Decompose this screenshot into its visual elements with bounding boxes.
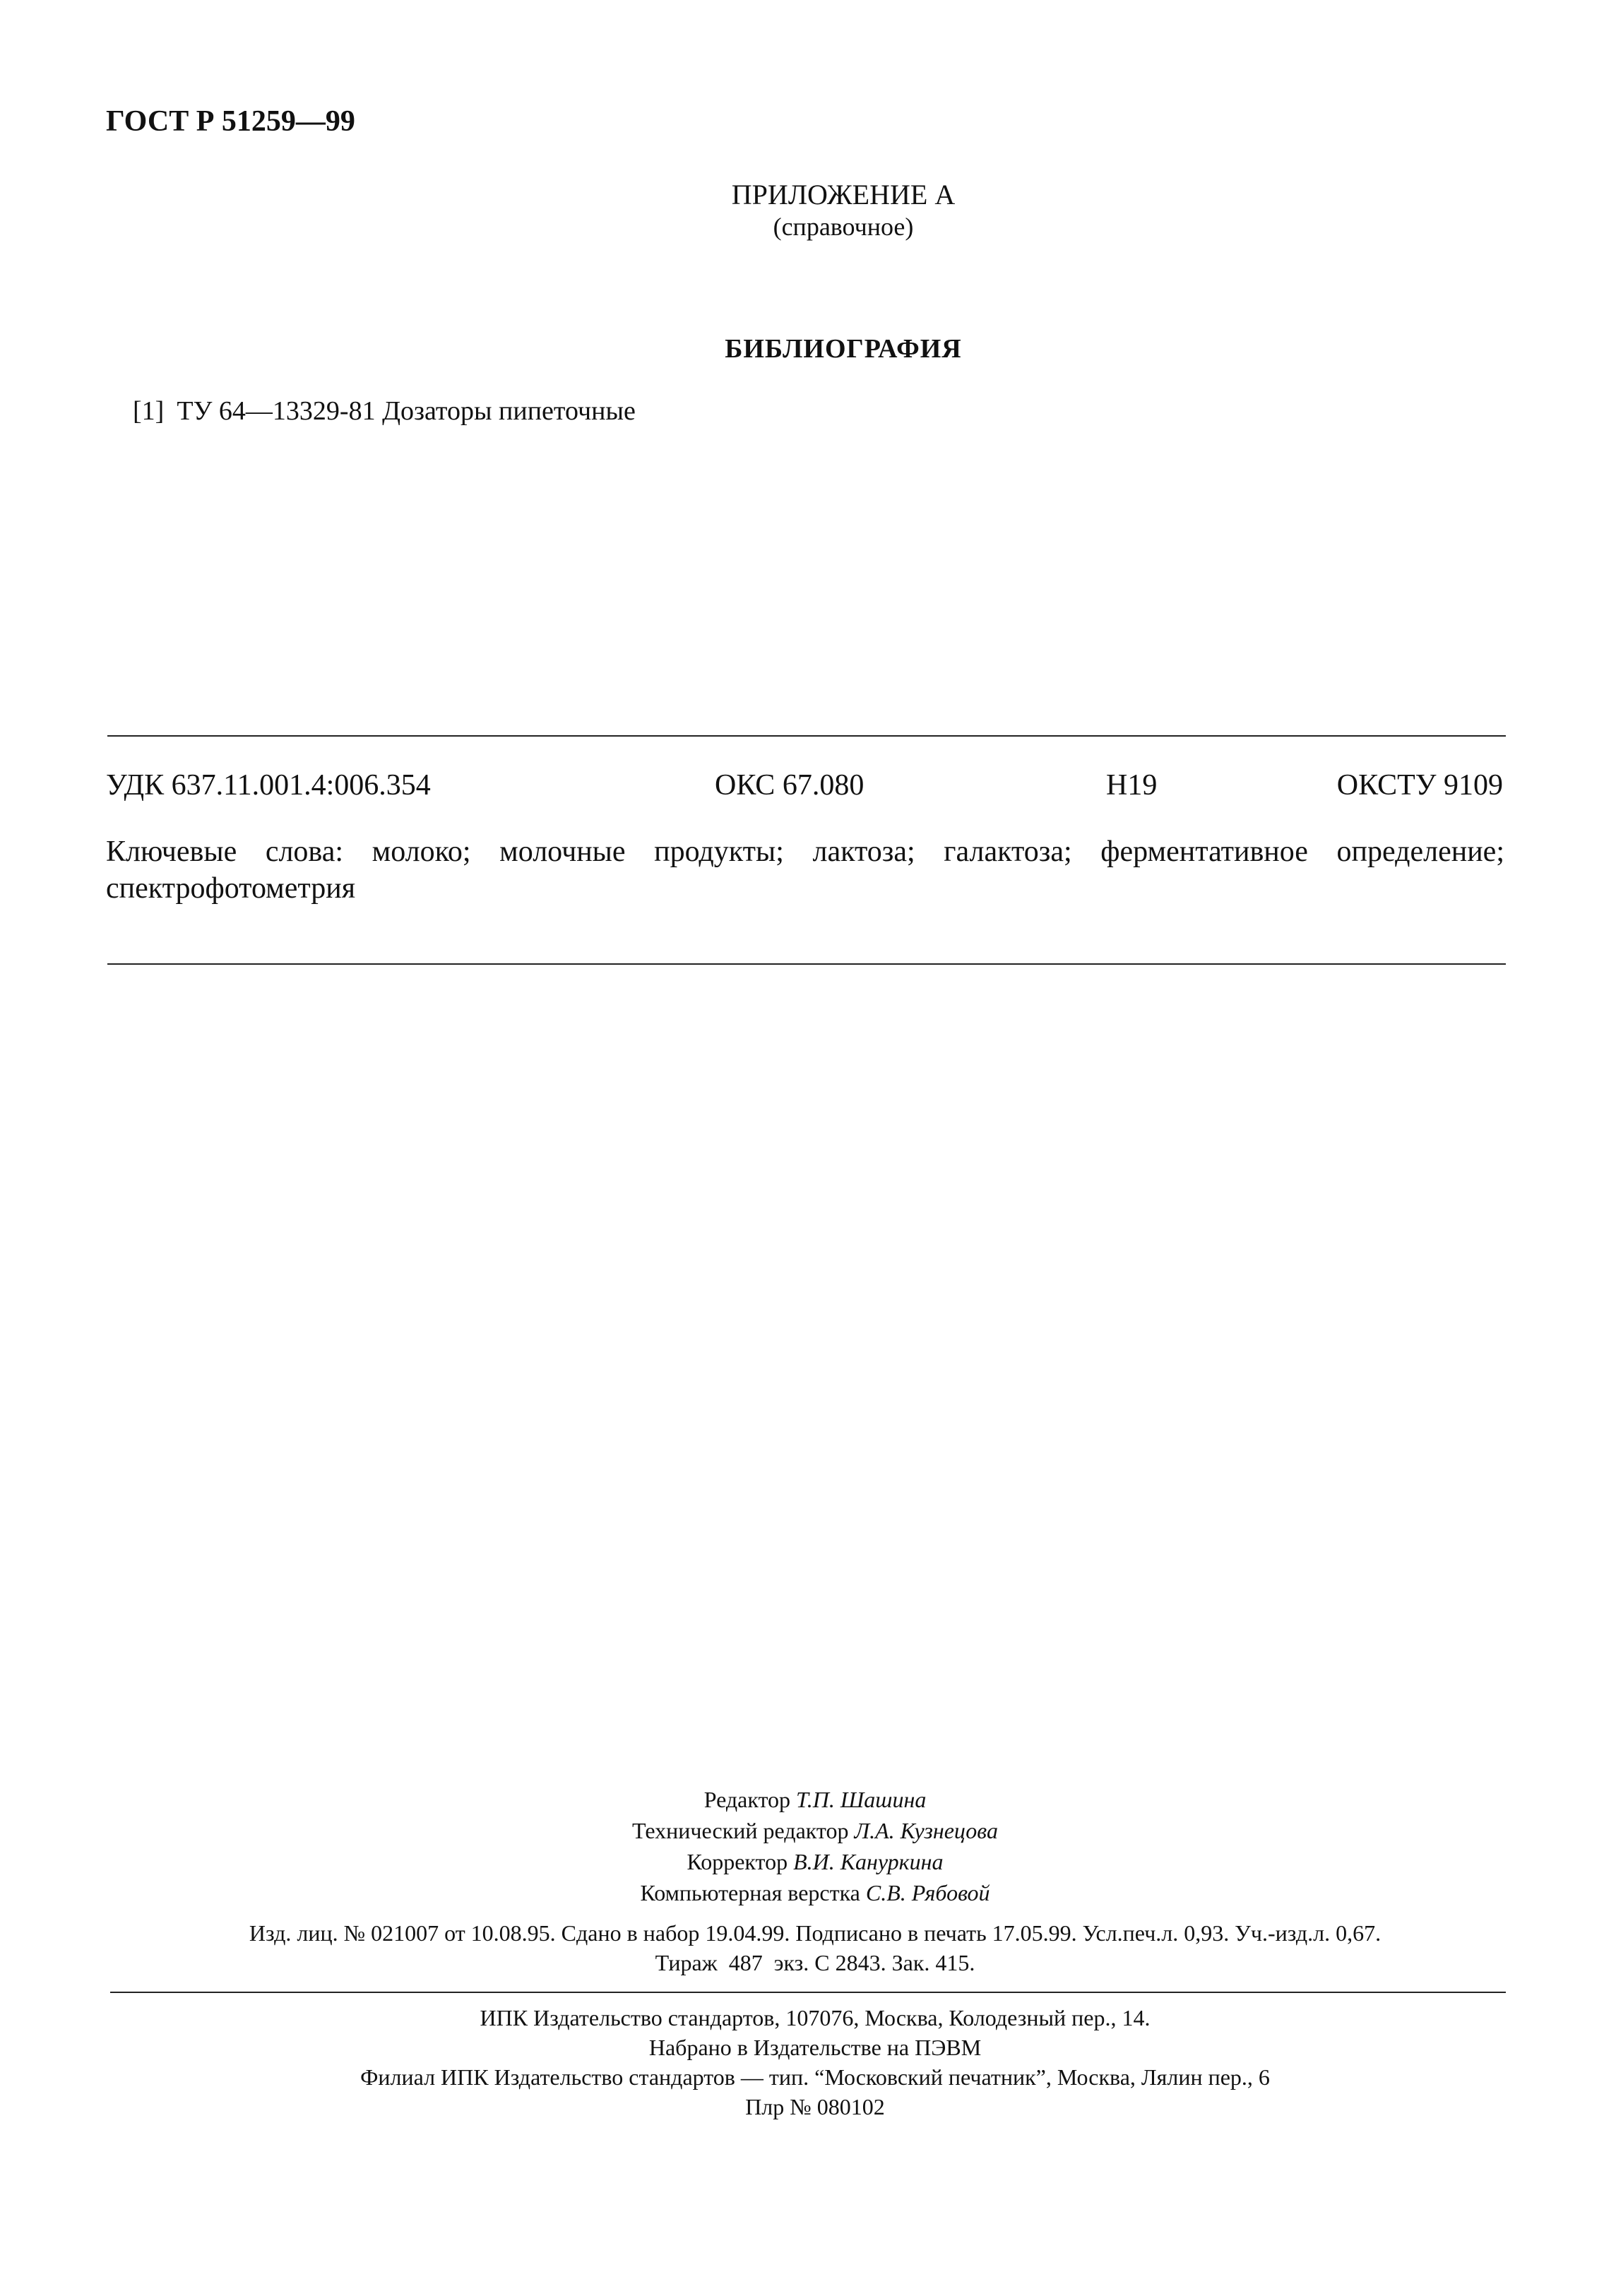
- printer-line-3: Филиал ИПК Издательство стандартов — тип. “Московский печатник”, Москва, Лялин пер., 6: [360, 2064, 1270, 2090]
- divider-bottom: [110, 1992, 1506, 1993]
- bibliography-item-text: ТУ 64—13329-81 Дозаторы пипеточные: [177, 396, 636, 426]
- classification-row: [106, 768, 1503, 802]
- bibliography-item-number: [1]: [133, 396, 165, 426]
- credit-tech-editor: Технический редактор Л.А. Кузнецова: [632, 1818, 998, 1843]
- divider-middle: [107, 963, 1506, 965]
- printer-line-2: Набрано в Издательстве на ПЭВМ: [648, 2035, 982, 2060]
- divider-top: [107, 735, 1506, 737]
- credit-layout: Компьютерная верстка С.В. Рябовой: [640, 1880, 990, 1905]
- category-code: Н19: [1106, 769, 1158, 802]
- printer-line-4: Плр № 080102: [745, 2094, 885, 2119]
- annex-subtitle: (справочное): [773, 213, 914, 241]
- publication-line-2: Тираж 487 экз. С 2843. Зак. 415.: [655, 1950, 975, 1975]
- bibliography-item: [133, 395, 636, 427]
- bibliography-heading: БИБЛИОГРАФИЯ: [725, 334, 962, 364]
- printer-info: [0, 2003, 1616, 2122]
- printer-line-1: ИПК Издательство стандартов, 107076, Москва, Колодезный пер., 14.: [480, 2005, 1151, 2030]
- publication-line-1: Изд. лиц. № 021007 от 10.08.95. Сдано в набор 19.04.99. Подписано в печать 17.05.99. Усл.печ.л. 0,93. Уч.-изд.л. 0,67.: [249, 1920, 1382, 1946]
- credit-proofreader: Корректор В.И. Кануркина: [687, 1849, 944, 1874]
- document-code: ГОСТ Р 51259—99: [106, 105, 355, 138]
- udk-code: УДК 637.11.001.4:006.354: [106, 769, 431, 802]
- annex-title: ПРИЛОЖЕНИЕ А: [731, 179, 956, 210]
- oks-code: ОКС 67.080: [715, 769, 865, 802]
- publication-info: [0, 1918, 1616, 1977]
- keywords: Ключевые слова: молоко; молочные продукты; лактоза; галактоза; ферментативное определение; спектрофотометрия: [106, 835, 1504, 905]
- credit-editor: Редактор Т.П. Шашина: [703, 1787, 927, 1812]
- okstu-code: ОКСТУ 9109: [1336, 769, 1503, 802]
- credits-block: [0, 1784, 1616, 1908]
